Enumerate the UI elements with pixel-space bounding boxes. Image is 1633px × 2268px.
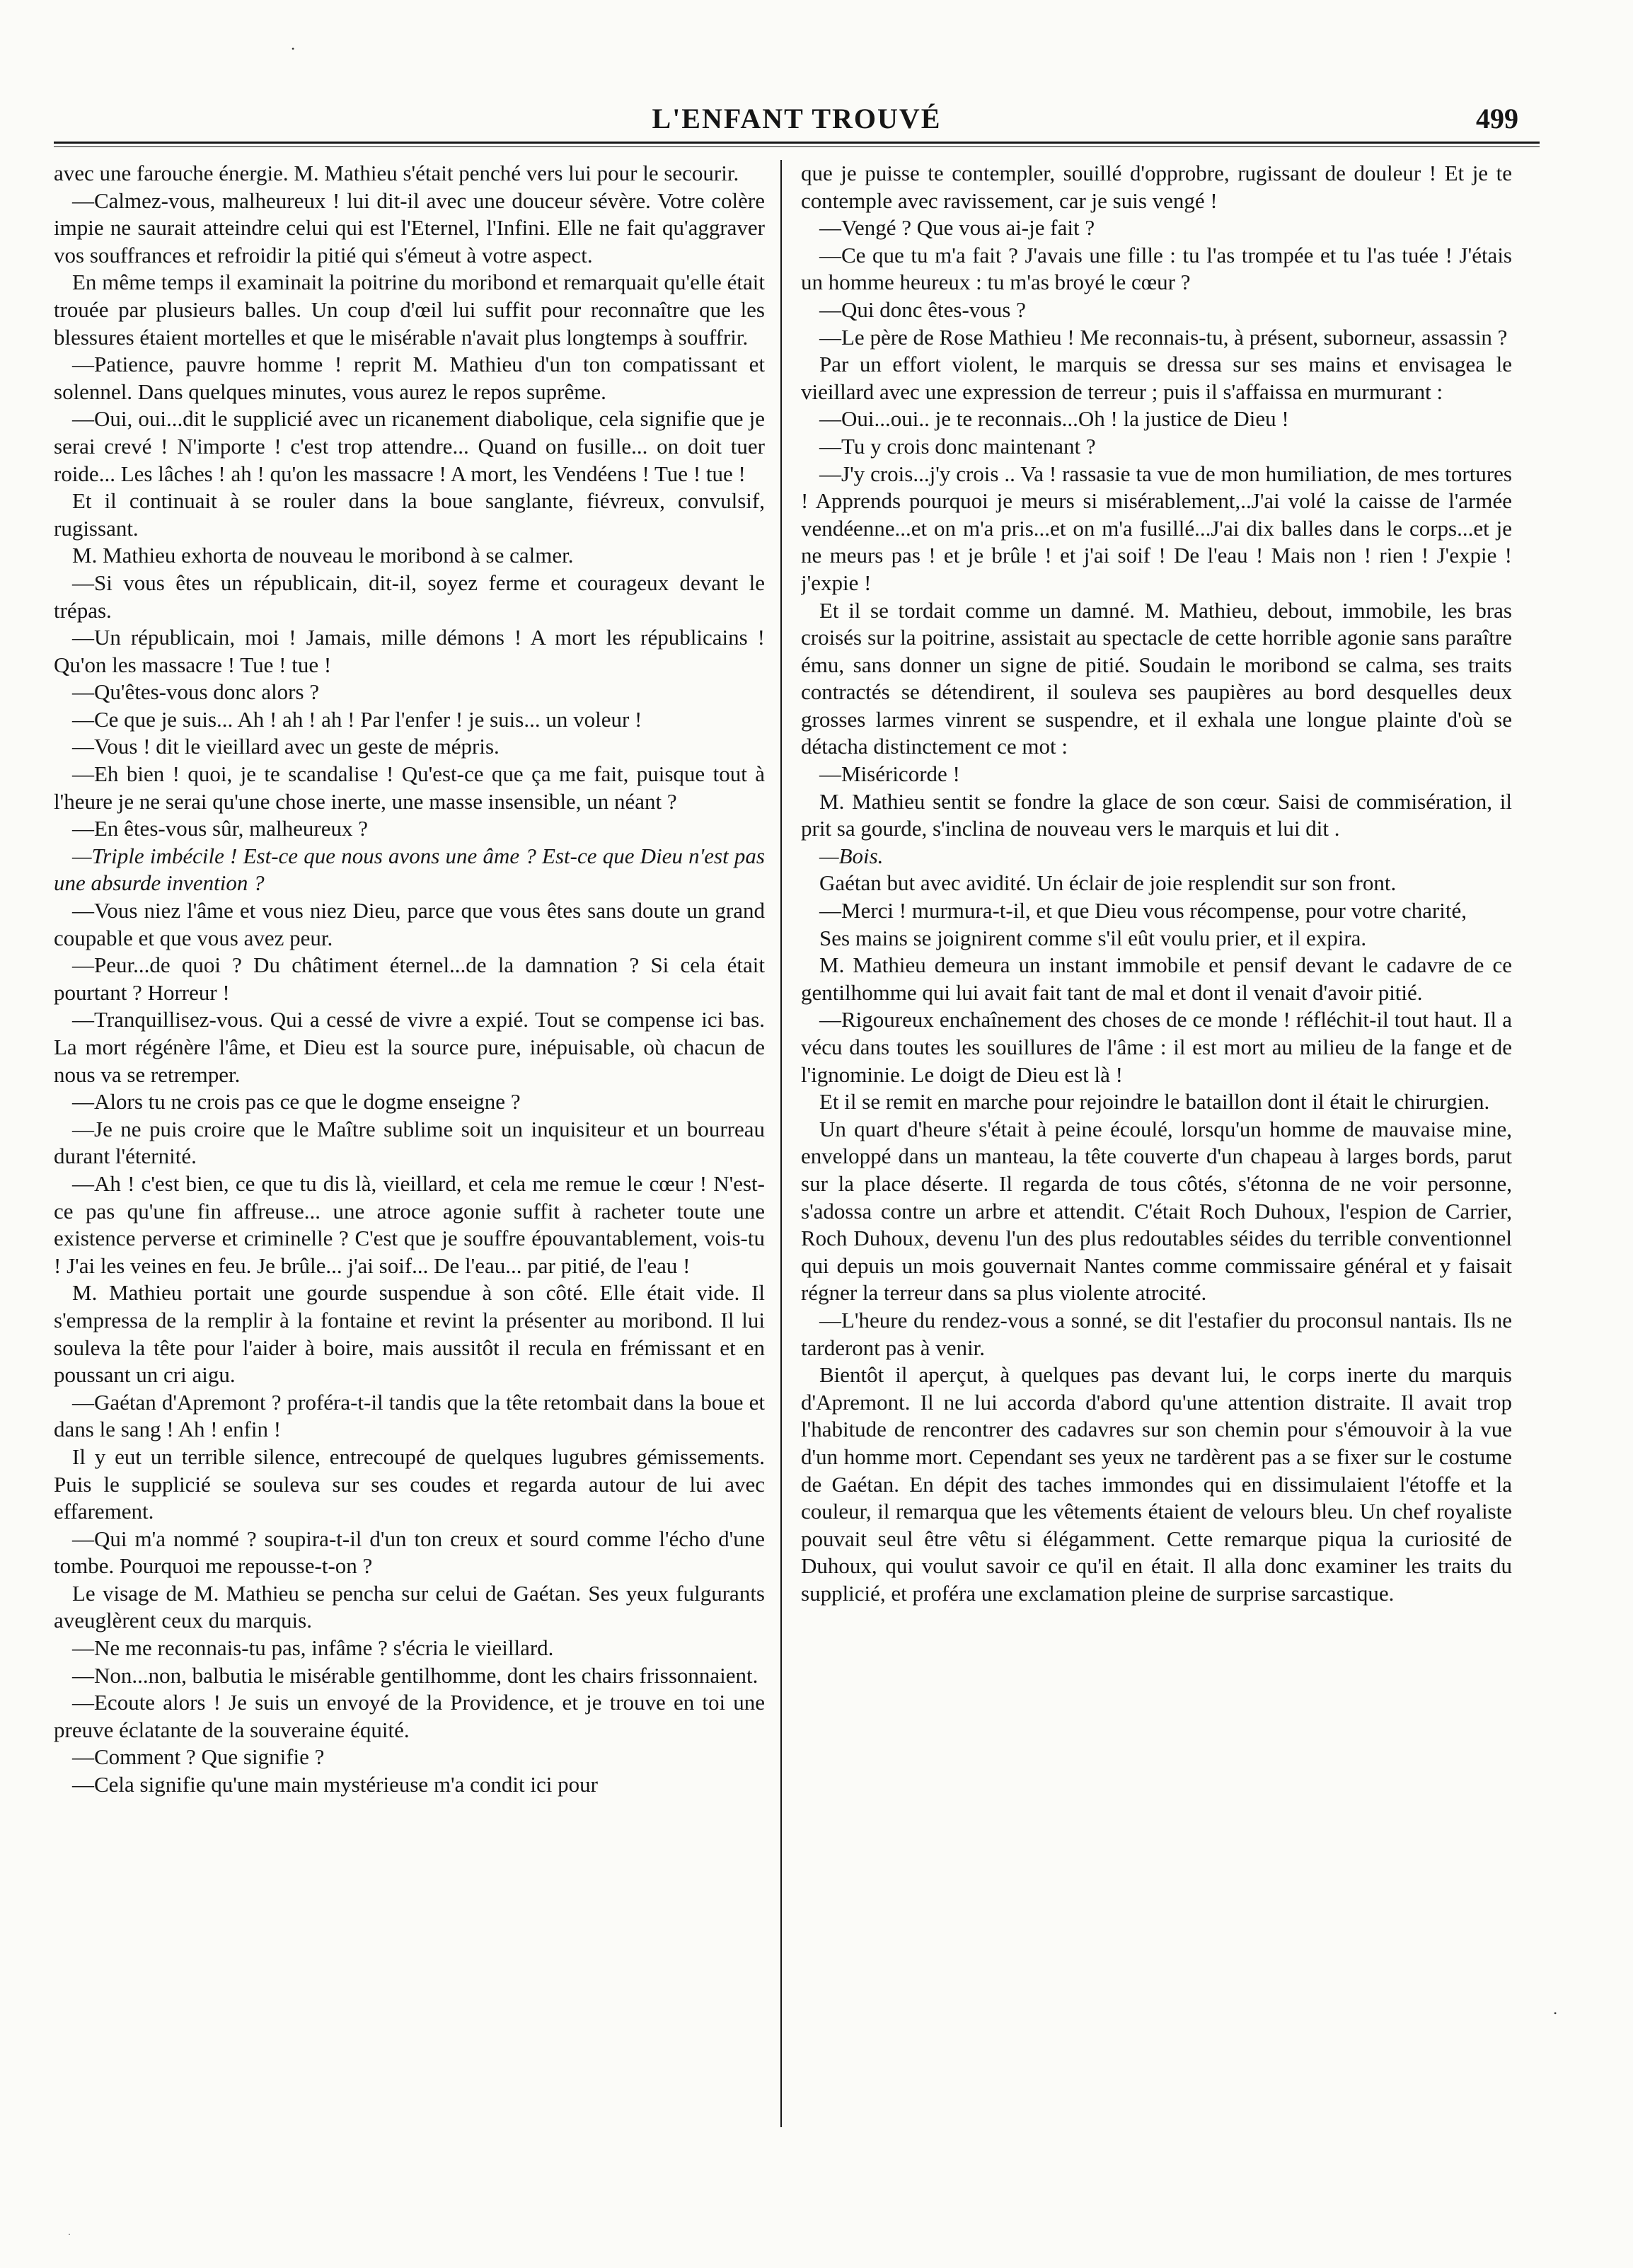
paragraph: —Le père de Rose Mathieu ! Me reconnais-tu, à présent, suborneur, assassin ? [819, 324, 1508, 350]
paragraph: —Cela signifie qu'une main mystérieuse m'a condit ici pour [72, 1772, 598, 1797]
print-speck: • [1554, 2008, 1557, 2018]
paragraph: —Alors tu ne crois pas ce que le dogme enseigne ? [72, 1089, 521, 1115]
paragraph: —Vous niez l'âme et vous niez Dieu, parce que vous êtes sans doute un grand coupable et que vous avez peur. [54, 898, 765, 950]
left-column [54, 160, 765, 2141]
column-divider [780, 160, 782, 2127]
paragraph: —Qui m'a nommé ? soupira-t-il d'un ton creux et sourd comme l'écho d'une tombe. Pourquoi me repousse-t-on ? [54, 1526, 765, 1579]
page-header [54, 99, 1540, 140]
paragraph: Il y eut un terrible silence, entrecoupé de quelques lugubres gémissements. Puis le supplicié se souleva sur ses coudes et regarda autour de lui avec effarement. [54, 1444, 765, 1524]
paragraph: —Calmez-vous, malheureux ! lui dit-il avec une douceur sévère. Votre colère impie ne saurait atteindre celui qui est l'Eternel, l'Infini. Elle ne fait qu'aggraver vos souffrances et refroidir la pitié qui s'émeut à votre aspect. [54, 188, 765, 267]
paragraph: —Gaétan d'Apremont ? proféra-t-il tandis que la tête retombait dans la boue et dans le sang ! Ah ! enfin ! [54, 1389, 765, 1442]
running-title: L'ENFANT TROUVÉ [652, 103, 942, 134]
page-number: 499 [1476, 103, 1518, 134]
paragraph: —Bois. [819, 843, 884, 868]
paragraph: M. Mathieu portait une gourde suspendue à son côté. Elle était vide. Il s'empressa de la remplir à la fontaine et revint la présenter au moribond. Il lui souleva la tête pour l'aider à boire, mais aussitôt il recula en frémissant et en poussant un cri aigu. [54, 1280, 765, 1388]
paragraph: —Tu y crois donc maintenant ? [819, 433, 1096, 459]
paragraph: —Non...non, balbutia le misérable gentilhomme, dont les chairs frissonnaient. [72, 1662, 758, 1688]
paragraph: —Ah ! c'est bien, ce que tu dis là, vieillard, et cela me remue le cœur ! N'est-ce pas qu'une fin affreuse... une atroce agonie suffit à racheter toute une existence perverse et criminelle ? C'est que je souffre épouvantablement, vois-tu ! J'ai les veines en feu. Je brûle... j'ai soif... De l'eau... par pitié, de l'eau ! [54, 1170, 765, 1278]
paragraph: —Peur...de quoi ? Du châtiment éternel...de la damnation ? Si cela était pourtant ? Horreur ! [54, 952, 765, 1005]
paragraph: —L'heure du rendez-vous a sonné, se dit l'estafier du proconsul nantais. Ils ne tarderont pas à venir. [801, 1307, 1512, 1360]
paragraph: —Un républicain, moi ! Jamais, mille démons ! A mort les républicains ! Qu'on les massacre ! Tue ! tue ! [54, 625, 765, 677]
paragraph: —Ce que je suis... Ah ! ah ! ah ! Par l'enfer ! je suis... un voleur ! [72, 706, 642, 732]
paragraph: —Vengé ? Que vous ai-je fait ? [819, 215, 1095, 241]
paragraph: —Oui...oui.. je te reconnais...Oh ! la justice de Dieu ! [819, 406, 1289, 432]
paragraph: avec une farouche énergie. M. Mathieu s'était penché vers lui pour le secourir. [54, 161, 739, 185]
paragraph: —En êtes-vous sûr, malheureux ? [72, 816, 369, 841]
paragraph: —Merci ! murmura-t-il, et que Dieu vous récompense, pour votre charité, [819, 898, 1467, 923]
right-column [801, 160, 1512, 2141]
paragraph: Par un effort violent, le marquis se dressa sur ses mains et envisagea le vieillard avec une expression de terreur ; puis il s'affaissa en murmurant : [801, 352, 1512, 404]
paragraph: —Patience, pauvre homme ! reprit M. Mathieu d'un ton compatissant et solennel. Dans quelques minutes, vous aurez le repos suprême. [54, 352, 765, 404]
paragraph: Et il se remit en marche pour rejoindre le bataillon dont il était le chirurgien. [819, 1089, 1490, 1115]
paragraph: —Tranquillisez-vous. Qui a cessé de vivre a expié. Tout se compense ici bas. La mort régénère l'âme, et Dieu est la source pure, inépuisable, où chacun de nous va se retremper. [54, 1007, 765, 1087]
paragraph: —Comment ? Que signifie ? [72, 1744, 325, 1770]
paragraph: —Triple imbécile ! Est-ce que nous avons une âme ? Est-ce que Dieu n'est pas une absurde invention ? [54, 843, 765, 896]
paragraph: Bientôt il aperçut, à quelques pas devant lui, le corps inerte du marquis d'Apremont. Il ne lui accorda d'abord qu'une attention distraite. Il avait trop l'habitude de rencontrer des cadavres sur son chemin pour s'émouvoir à la vue d'un homme mort. Cependant ses yeux ne tardèrent pas a se fixer sur le costume de Gaétan. En dépit des taches immondes qui en dissimulaient l'étoffe et la couleur, il remarqua que les vêtements étaient de velours bleu. Un chef royaliste pouvait seul être vêtu si élégamment. Cette remarque piqua la curiosité de Duhoux, qui voulut savoir ce qu'il en était. Il alla donc examiner les traits du supplicié, et proféra une exclamation pleine de surprise sarcastique. [801, 1362, 1512, 1606]
paragraph: —Qu'êtes-vous donc alors ? [72, 679, 320, 705]
paragraph: —Qui donc êtes-vous ? [819, 297, 1026, 322]
paragraph: En même temps il examinait la poitrine du moribond et remarquait qu'elle était trouée par plusieurs balles. Un coup d'œil lui suffit pour reconnaître que les blessures étaient mortelles et que le misérable n'avait plus longtemps à souffrir. [54, 270, 765, 350]
paragraph: Et il se tordait comme un damné. M. Mathieu, debout, immobile, les bras croisés sur la poitrine, assistait au spectacle de cette horrible agonie sans paraître ému, sans donner un signe de pitié. Soudain le moribond se calma, ses traits contractés se détendirent, il souleva ses paupières au bord desquelles deux grosses larmes vinrent se suspendre, et il exhala une longue plainte d'où se détacha distinctement ce mot : [801, 597, 1512, 759]
paragraph: —Eh bien ! quoi, je te scandalise ! Qu'est-ce que ça me fait, puisque tout à l'heure je ne serai qu'une chose inerte, une masse insensible, un néant ? [54, 761, 765, 814]
paragraph: M. Mathieu exhorta de nouveau le moribond à se calmer. [72, 543, 574, 568]
print-speck: · [68, 2229, 71, 2239]
paragraph: que je puisse te contempler, souillé d'opprobre, rugissant de douleur ! Et je te contemple avec ravissement, car je suis vengé ! [801, 161, 1512, 213]
paragraph: —Vous ! dit le vieillard avec un geste de mépris. [72, 734, 500, 759]
paragraph: —Ce que tu m'a fait ? J'avais une fille : tu l'as trompée et tu l'as tuée ! J'étais un homme heureux : tu m'as broyé le cœur ? [801, 242, 1512, 295]
paragraph: —Je ne puis croire que le Maître sublime soit un inquisiteur et un bourreau durant l'éternité. [54, 1116, 765, 1169]
print-speck: • [292, 44, 295, 54]
header-rule [54, 142, 1540, 144]
paragraph: M. Mathieu demeura un instant immobile et pensif devant le cadavre de ce gentilhomme qui lui avait fait tant de mal et dont il venait d'avoir pitié. [801, 952, 1512, 1005]
paragraph: Un quart d'heure s'était à peine écoulé, lorsqu'un homme de mauvaise mine, enveloppé dans un manteau, la tête couverte d'un chapeau à larges bords, parut sur la place déserte. Il regarda de tous côtés, s'étonna de ne voir personne, s'adossa contre un arbre et attendit. C'était Roch Duhoux, l'espion de Carrier, Roch Duhoux, devenu l'un des plus redoutables séides du terrible conventionnel qui depuis un mois gouvernait Nantes comme commissaire général et y faisait régner la terreur dans sa plus violente atrocité. [801, 1116, 1512, 1306]
header-rule-thin [54, 146, 1540, 147]
paragraph: —Si vous êtes un républicain, dit-il, soyez ferme et courageux devant le trépas. [54, 570, 765, 623]
paragraph: —Oui, oui...dit le supplicié avec un ricanement diabolique, cela signifie que je serai crevé ! N'importe ! c'est trop attendre... Quand on fusille... on doit tuer roide... Les lâches ! ah ! qu'on les massacre ! A mort, les Vendéens ! Tue ! tue ! [54, 406, 765, 486]
paragraph: Et il continuait à se rouler dans la boue sanglante, fiévreux, convulsif, rugissant. [54, 488, 765, 541]
paragraph: —Ecoute alors ! Je suis un envoyé de la Providence, et je trouve en toi une preuve éclatante de la souveraine équité. [54, 1690, 765, 1742]
paragraph: —Ne me reconnais-tu pas, infâme ? s'écria le vieillard. [72, 1635, 554, 1661]
paragraph: —J'y crois...j'y crois .. Va ! rassasie ta vue de mon humiliation, de mes tortures ! Apprends pourquoi je meurs si misérablement,..J'ai volé la caisse de l'armée vendéenne...et on m'a pris...et on m'a fusillé...J'ai dix balles dans le corps...et je ne meurs pas ! et je brûle ! et j'ai soif ! De l'eau ! Mais non ! rien ! J'expie ! j'expie ! [801, 461, 1512, 595]
paragraph: Gaétan but avec avidité. Un éclair de joie resplendit sur son front. [819, 870, 1397, 896]
paragraph: Le visage de M. Mathieu se pencha sur celui de Gaétan. Ses yeux fulgurants aveuglèrent ceux du marquis. [54, 1580, 765, 1633]
paragraph: —Rigoureux enchaînement des choses de ce monde ! réfléchit-il tout haut. Il a vécu dans toutes les souillures de l'âme : il est mort au milieu de la fange et de l'ignominie. Le doigt de Dieu est là ! [801, 1007, 1512, 1087]
paragraph: M. Mathieu sentit se fondre la glace de son cœur. Saisi de commisération, il prit sa gourde, s'inclina de nouveau vers le marquis et lui dit . [801, 788, 1512, 841]
paragraph: —Miséricorde ! [819, 761, 960, 787]
paragraph: Ses mains se joignirent comme s'il eût voulu prier, et il expira. [819, 925, 1367, 950]
